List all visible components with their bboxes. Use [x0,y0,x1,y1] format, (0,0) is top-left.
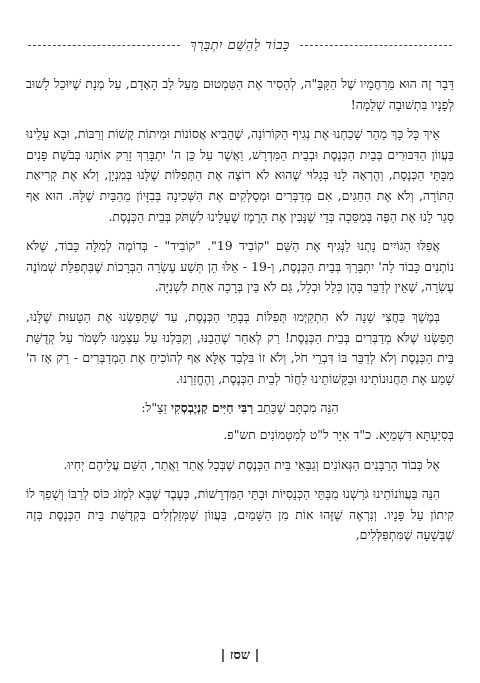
body-text [26,74,454,555]
paragraph-1: דָּבָר זֶה הוּא מֵרַחֲמָיו שֶׁל הַקָּבָּ"ה, לְהָסִיר אֶת הַטִּמְטוּם מֵעַל לֵב הָאָדָם, עַל מְנָת שֶׁיּוּכַל לָשׁוּב לְפָנָיו בִּתְשׁוּבָה שְׁלֵמָה! [26,76,454,112]
letter-intro-suffix: זַצַ"ל: [141,400,167,416]
running-header [28,36,452,54]
header-rule-right [300,45,452,46]
paragraph-2: אֵיךְ כָּל כָּךְ מַהֵר שָׁכַחְנוּ אֶת נְגִיף הַקּוֹרוֹנָה, שֶׁהֵבִיא אֲסוֹנוֹת וּמִיתוֹת קָשׁוֹת וְרַבּוֹת, וּבָא עָלֵינוּ בַּעֲווֹן הַדִּבּוּרִים בְּבֵית הַכְּנֶסֶת וּבְבֵית הַמִּדְרָשׁ, וַאֲשֶׁר עַל כֵּן ה' יִתְבָּרַךְ זָרַק אוֹתָנוּ בְּבֹשֶׁת פָּנִים מִבָּתֵּי הַכְּנֶסֶת, וְהֶרְאָה לָנוּ בְּגָלוּי שֶׁהוּא לֹא רוֹצֶה אֶת הַתְּפִלּוֹת שֶׁלָּנוּ בְּמִנְיָן, וְלֹא אֶת קְרִיאַת הַתּוֹרָה, וְלֹא אֶת הַחַגִּים, אִם מְדַבְּרִים וּמְסַלְּקִים אֶת הַשְּׁכִינָה בְּבִזָּיוֹן מֵהַבַּיִת שֶׁלָּהּ. הוּא אַף סָגַר לָנוּ אֶת הַפֶּה בְּמַסֵּכָה כְּדֵי שֶׁנָּבִין אֶת הָרֶמֶז שֶׁעָלֵינוּ לִשְׁתֹּק בְּבֵית הַכְּנֶסֶת. [26,126,454,224]
letter-intro-prefix: הִנֵּה מִכְתָּב שֶׁכָּתַב [257,400,339,416]
header-rule-left [28,45,180,46]
header-title: כָּבוֹד לַהַשֵּׁם יִתְבָּרַךְ [190,38,290,53]
letter-paragraph-2: הִנֵּה בַּעֲווֹנוֹתֵינוּ גֹּרַשְׁנוּ מִבָּתֵּי הַכְּנֵסִיּוֹת וּבָתֵּי הַמִּדְרָשׁוֹת, כְּעֶבֶד שֶׁבָּא לִמְזֹג כּוֹס לְרַבּוֹ וְשָׁפַךְ לוֹ קִיתוֹן עַל פָּנָיו. וְנִרְאֶה שֶׁזֶּהוּ אוֹת מִן הַשָּׁמַיִם, בַּעֲווֹן שֶׁמְּזַלְזְלִים בִּקְדֻשַּׁת בֵּית הַכְּנֶסֶת בְּזֶה שֶׁבְּשָׁעָה שֶׁמִּתְפַּלְּלִים, [26,486,454,543]
letter-intro [26,398,454,419]
letter-date: בְּסִיַּעְתָּא דִּשְׁמַיָּא. כ"ד אִיָּר ל"ט לְמִטְמוֹנִים תש"פ. [223,426,454,442]
letter-paragraph-1: אֶל כְּבוֹד הָרַבָּנִים הַגְּאוֹנִים וְגַבָּאֵי בֵּית הַכְּנֶסֶת שֶׁבְּכָל אֲתַר וַאֲתַר, הַשֵּׁם עֲלֵיהֶם יְחִיוּ. [63,456,440,472]
paragraph-3: אֲפִלּוּ הַגּוֹיִים נָתְנוּ לַנְּגִיף אֶת הַשֵּׁם "קוֹבִיד 19". "קוֹבִיד" - בְּדוֹמֶה לְמִלָּה כָּבוֹד, שֶׁלֹּא נוֹתְנִים כָּבוֹד לַה' יִתְבָּרַךְ בְּבֵית הַכְּנֶסֶת, וְ-19 - אֵלּוּ הֵן תְּשַׁע עֶשְׂרֵה הַבְּרָכוֹת שֶׁבִּתְפִלַּת שְׁמוֹנֶה עֶשְׂרֵה, שֶׁאֵין לְדַבֵּר בָּהֶן כְּלָל וּכְלָל, גַּם לֹא בֵּין בְּרָכָה אַחַת לִשְׁנִיָּה. [26,238,455,295]
page-number: | שסז | [220,648,260,663]
paragraph-4: בְּמֶשֶׁךְ כַּחֲצִי שָׁנָה לֹא הִתְקַיְּמוּ תְּפִלּוֹת בְּבָתֵּי הַכְּנֶסֶת, עַד שֶׁתָּפַשְׂנוּ אֶת הַטָּעוּת שֶׁלָּנוּ, תָּפַשְׂנוּ שֶׁלֹּא מְדַבְּרִים בְּבֵית הַכְּנֶסֶת! רַק לְאַחַר שֶׁהֵבַנּוּ, וְקִבַּלְנוּ עַל עַצְמֵנוּ לִשְׁמֹר עַל קְדֻשַּׁת בֵּית הַכְּנֶסֶת וְלֹא לְדַבֵּר בּוֹ דִּבְרֵי חֹל, וְלֹא זוֹ בִּלְבַד אֶלָּא אַף לְהוֹכִיחַ אֶת הַמְדַבְּרִים - רַק אָז ה' שָׁמַע אֶת תַּחֲנוּנוֹתֵינוּ וּבַקָּשׁוֹתֵינוּ לַחֲזֹר לְבֵית הַכְּנֶסֶת, וְהֶחֱזַרְנוּ. [26,308,454,386]
rabbi-name: רַבִּי חַיִּים קַנְיֶבְסְקִי [170,400,254,416]
